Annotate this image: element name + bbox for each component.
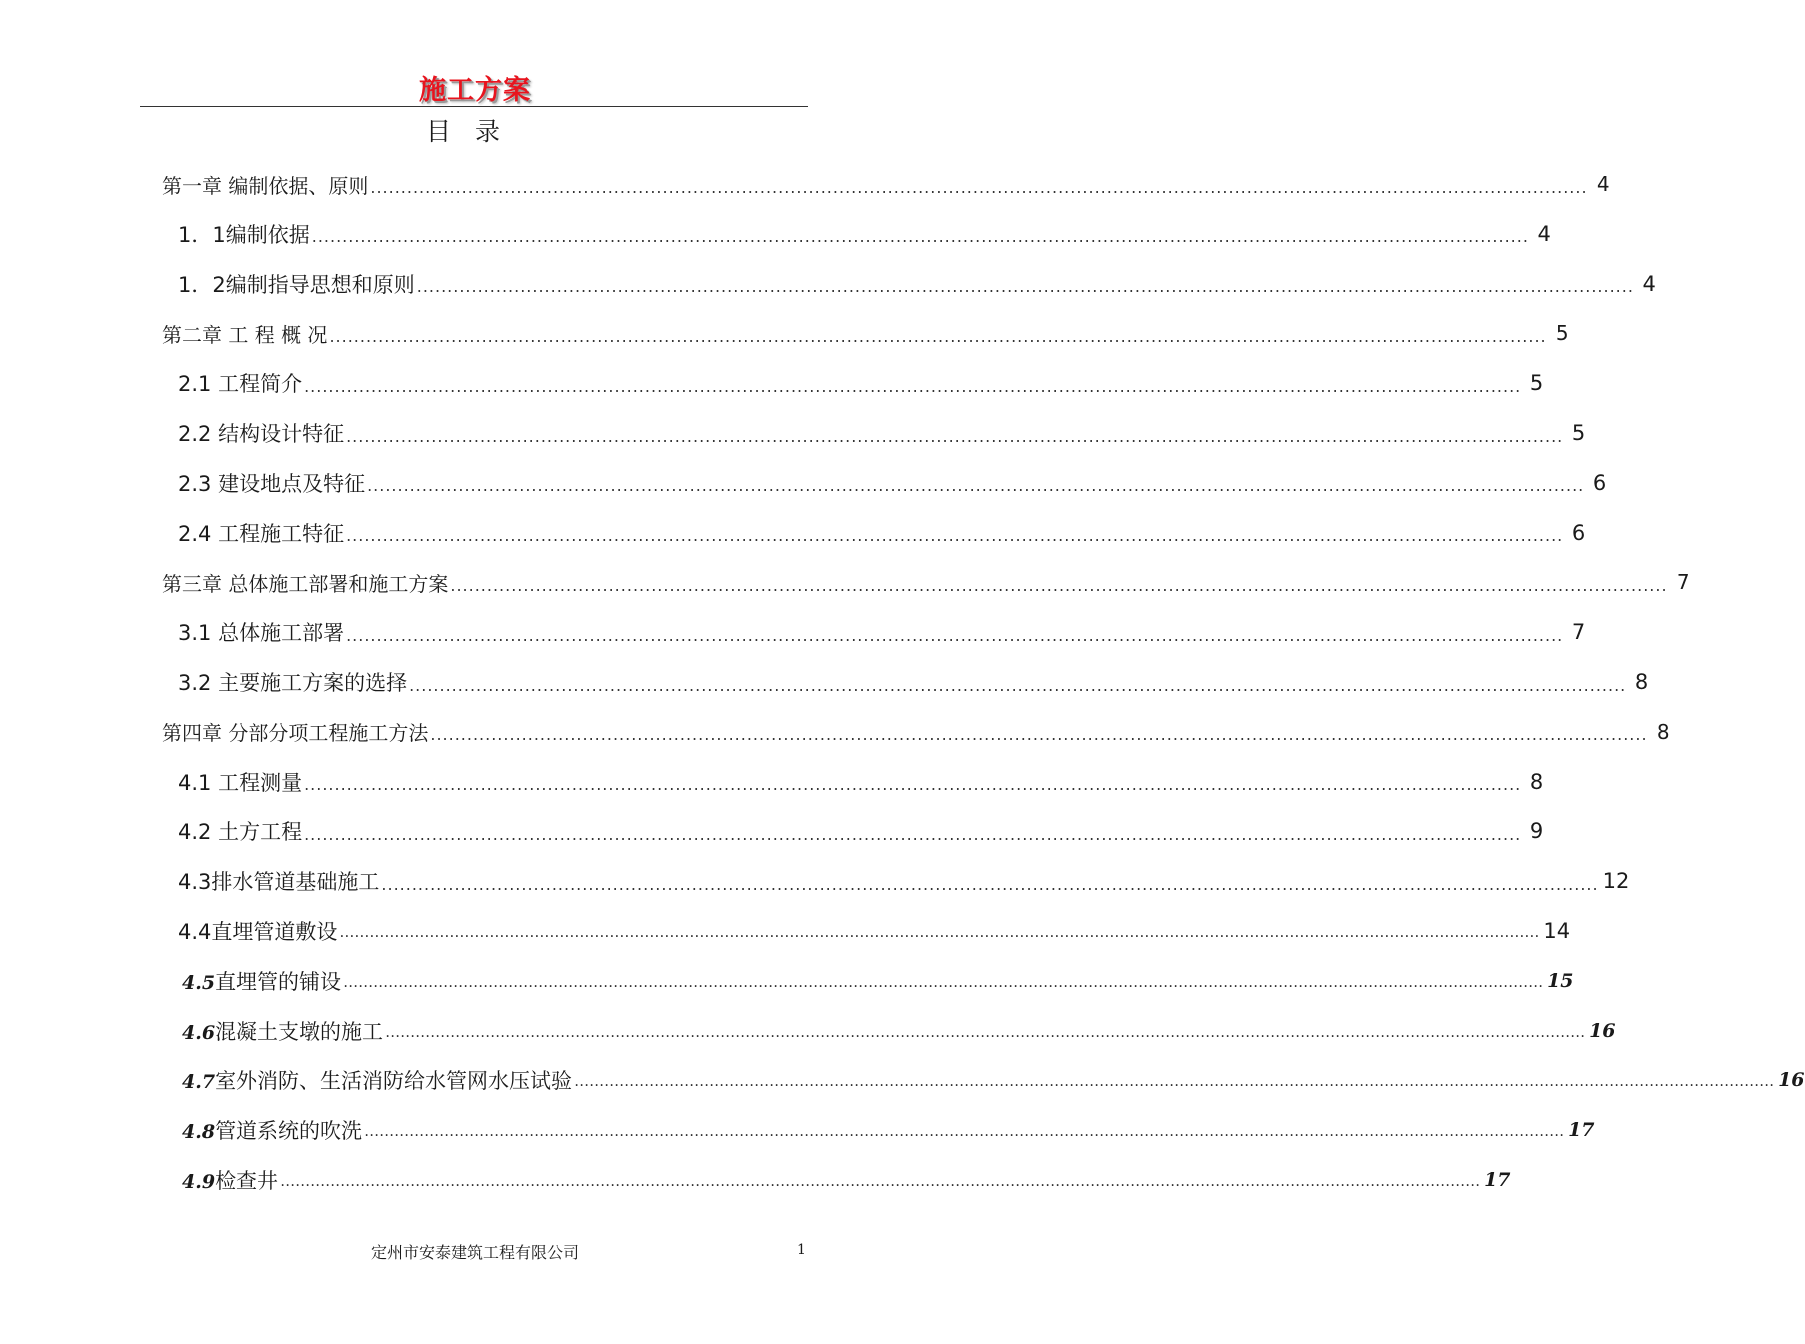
toc-entry[interactable]	[178, 214, 1551, 254]
toc-entry-text: 直埋管的铺设	[215, 969, 342, 994]
toc-entry-label: 4.2 土方工程	[178, 820, 303, 845]
toc-entry-page: 12	[1602, 869, 1630, 894]
toc-dot-leader: ........................................................................................................................................................................................................	[346, 625, 1564, 645]
toc-entry[interactable]	[178, 861, 1630, 901]
toc-entry-page: 7	[1676, 570, 1690, 595]
toc-dot-leader: ........................................................................................................................................................................................................	[346, 526, 1564, 546]
toc-entry-label: 2.4 工程施工特征	[178, 521, 345, 546]
toc-entry-text: 检查井	[215, 1169, 279, 1193]
toc-dot-leader: ........................................................................................................................................................................................................	[304, 824, 1522, 844]
header-title: 施工方案	[419, 75, 531, 106]
toc-entry-page: 6	[1592, 470, 1607, 495]
toc-dot-leader: ……………………………………………………………………………………………………………………………………………………………………………………………………………………	[343, 972, 1544, 991]
toc-entry-text: 室外消防、生活消防给水管网水压试验	[215, 1069, 573, 1094]
toc-dot-leader: ........................................................................................................................................................................................................	[346, 426, 1564, 446]
toc-entry-number: 4.5	[182, 971, 216, 994]
toc-entry-label: 1．2编制指导思想和原则	[178, 272, 415, 297]
toc-entry-page: 4	[1537, 221, 1551, 246]
toc-entry-number: 4.9	[182, 1171, 216, 1193]
toc-entry[interactable]	[162, 562, 1690, 602]
toc-dot-leader: ........................................................................................................................................................................................................	[381, 874, 1599, 894]
toc-entry[interactable]	[178, 762, 1544, 802]
toc-entry-page: 16	[1589, 1019, 1616, 1042]
toc-dot-leader: ........................................................................................................................................................................................................	[430, 725, 1648, 745]
toc-dot-leader: ……………………………………………………………………………………………………………………………………………………………………………………………………………………	[280, 1172, 1481, 1190]
toc-title: 目录	[425, 117, 524, 146]
toc-entry[interactable]	[178, 413, 1586, 453]
toc-entry-label: 1．1编制依据	[178, 222, 310, 247]
toc-entry-page: 4	[1596, 172, 1610, 196]
toc-entry[interactable]	[178, 363, 1544, 403]
toc-entry-page: 8	[1634, 670, 1649, 694]
toc-dot-leader: ……………………………………………………………………………………………………………………………………………………………………………………………………………………	[339, 923, 1540, 941]
toc-entry[interactable]	[178, 662, 1649, 702]
toc-dot-leader: ……………………………………………………………………………………………………………………………………………………………………………………………………………………	[364, 1122, 1565, 1141]
toc-entry-page: 17	[1484, 1169, 1511, 1191]
toc-dot-leader: ........................................................................................................................................................................................................	[450, 575, 1668, 595]
toc-entry-page: 15	[1547, 969, 1574, 992]
toc-entry[interactable]	[182, 1011, 1616, 1051]
toc-entry-page: 5	[1571, 421, 1586, 445]
toc-dot-leader: ........................................................................................................................................................................................................	[311, 227, 1529, 247]
toc-dot-leader: ........................................................................................................................................................................................................	[367, 476, 1585, 496]
toc-entry[interactable]	[178, 513, 1586, 553]
toc-entry-label	[182, 1065, 572, 1095]
toc-entry-page: 17	[1568, 1119, 1595, 1142]
toc-entry-page: 9	[1529, 819, 1544, 844]
toc-entry-page: 7	[1571, 620, 1586, 645]
toc-entry[interactable]	[178, 911, 1571, 951]
toc-entry-label: 第三章 总体施工部署和施工方案	[162, 571, 449, 596]
toc-dot-leader: ........................................................................................................................................................................................................	[304, 775, 1522, 795]
toc-entry-page: 8	[1529, 769, 1544, 794]
toc-dot-leader: ……………………………………………………………………………………………………………………………………………………………………………………………………………………	[574, 1072, 1775, 1091]
toc-entry-page: 6	[1571, 520, 1586, 545]
toc-entry[interactable]	[178, 612, 1586, 652]
footer-page-number: 1	[797, 1242, 806, 1258]
toc-entry-label	[182, 1016, 383, 1046]
toc-dot-leader: ........................................................................................................................................................................................................	[370, 177, 1588, 197]
toc-entry-page: 14	[1543, 919, 1571, 943]
toc-entry[interactable]	[182, 961, 1574, 1001]
toc-entry-label: 第一章 编制依据、原则	[162, 173, 369, 198]
toc-dot-leader: ........................................................................................................................................................................................................	[329, 326, 1547, 346]
toc-entry-text: 混凝土支墩的施工	[215, 1019, 384, 1044]
toc-entry-page: 8	[1656, 719, 1670, 744]
toc-entry-page: 5	[1529, 371, 1544, 396]
toc-entry[interactable]	[178, 264, 1656, 304]
toc-entry-label: 2.3 建设地点及特征	[178, 471, 366, 496]
toc-entry[interactable]	[178, 463, 1607, 503]
toc-dot-leader: ........................................................................................................................................................................................................	[409, 675, 1627, 695]
toc-entry[interactable]	[162, 712, 1670, 752]
toc-entry[interactable]	[162, 164, 1610, 204]
toc-entry-page: 4	[1642, 271, 1656, 296]
toc-entry-number: 4.7	[182, 1071, 216, 1094]
toc-entry-label: 3.2 主要施工方案的选择	[178, 671, 408, 695]
toc-entry-label	[182, 966, 341, 996]
header-divider	[140, 106, 808, 107]
toc-entry-label: 4.3排水管道基础施工	[178, 870, 380, 895]
toc-entry[interactable]	[162, 313, 1569, 353]
toc-entry[interactable]	[182, 1160, 1511, 1200]
toc-entry-label: 4.4直埋管道敷设	[178, 920, 338, 944]
toc-entry-label: 第四章 分部分项工程施工方法	[162, 721, 429, 746]
toc-entry-label	[182, 1165, 278, 1195]
toc-dot-leader: ........................................................................................................................................................................................................	[304, 376, 1522, 396]
toc-entry-label: 4.1 工程测量	[178, 770, 303, 795]
toc-dot-leader: ……………………………………………………………………………………………………………………………………………………………………………………………………………………	[385, 1022, 1586, 1041]
toc-entry-label: 2.2 结构设计特征	[178, 422, 345, 446]
toc-entry-label: 2.1 工程简介	[178, 372, 303, 397]
toc-entry-label: 第二章 工 程 概 况	[162, 322, 328, 347]
toc-dot-leader: ........................................................................................................................................................................................................	[416, 277, 1634, 297]
toc-entry[interactable]	[178, 811, 1544, 851]
toc-entry[interactable]	[182, 1060, 1805, 1100]
toc-entry-page: 16	[1778, 1069, 1805, 1092]
toc-entry-number: 4.8	[182, 1121, 216, 1144]
toc-entry-page: 5	[1555, 321, 1569, 346]
toc-entry-label: 3.1 总体施工部署	[178, 621, 345, 646]
footer-company: 定州市安泰建筑工程有限公司	[370, 1243, 579, 1262]
toc-entry-label	[182, 1115, 362, 1145]
toc-entry[interactable]	[182, 1110, 1595, 1150]
toc-entry-text: 管道系统的吹洗	[215, 1119, 363, 1144]
toc-entry-number: 4.6	[182, 1021, 216, 1044]
